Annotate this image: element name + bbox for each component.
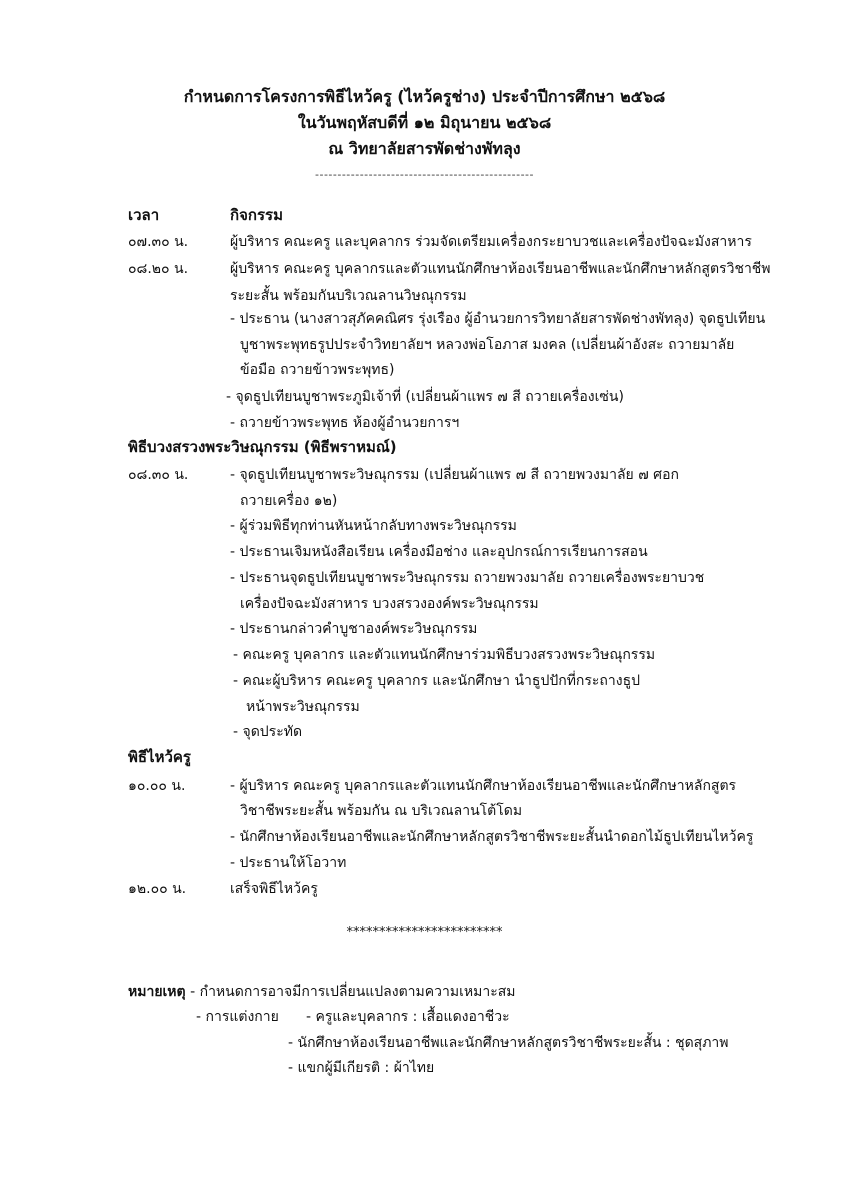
list-item: - จุดธูปเทียนบูชาพระภูมิเจ้าที่ (เปลี่ยนผ้าแพร ๗ สี ถวายเครื่องเซ่น) [226,389,624,405]
list-item: - ประธานกล่าวคำบูชาองค์พระวิษณุกรรม [230,621,478,637]
list-item: - ประธาน (นางสาวสุภัคคณิศร รุ่งเรือง ผู้อำนวยการวิทยาลัยสารพัดช่างพัทลุง) จุดธูปเทียน [230,311,766,327]
schedule-activity: ผู้บริหาร คณะครู และบุคลากร ร่วมจัดเตรียมเครื่องกระยาบวชและเครื่องปัจฉะมังสาหาร [230,234,752,250]
note-text: - กำหนดการอาจมีการเปลี่ยนแปลงตามความเหมาะสม [185,984,516,1000]
list-item-continued: ถวายเครื่อง ๑๒) [240,493,338,509]
list-item: - ผู้บริหาร คณะครู บุคลากรและตัวแทนนักศึกษาห้องเรียนอาชีพและนักศึกษาหลักสูตร [230,778,737,794]
note-text: - ครูและบุคลากร : เสื้อแดงอาชีวะ [306,1009,510,1025]
list-item: - คณะครู บุคลากร และตัวแทนนักศึกษาร่วมพิธีบวงสรวงพระวิษณุกรรม [233,647,656,663]
note-text: - การแต่งกาย [196,1009,279,1025]
schedule-activity-continued: ระยะสั้น พร้อมกันบริเวณลานวิษณุกรรม [230,288,467,304]
activity-column-header: กิจกรรม [230,206,283,224]
section-heading: พิธีบวงสรวงพระวิษณุกรรม (พิธีพราหมณ์) [128,438,397,456]
section-heading: พิธีไหว้ครู [128,748,191,766]
schedule-time: ๐๗.๓๐ น. [128,234,189,250]
list-item: - จุดธูปเทียนบูชาพระวิษณุกรรม (เปลี่ยนผ้าแพร ๗ สี ถวายพวงมาลัย ๗ ศอก [230,467,679,483]
list-item: - ประธานจุดธูปเทียนบูชาพระวิษณุกรรม ถวายพวงมาลัย ถวายเครื่องพระยาบวช [230,570,705,586]
notes-line [128,979,515,1005]
list-item: - คณะผู้บริหาร คณะครู บุคลากร และนักศึกษา นำธูปปักที่กระถางธูป [233,673,641,689]
list-item-continued: หน้าพระวิษณุกรรม [246,699,360,715]
note-text: - นักศึกษาห้องเรียนอาชีพและนักศึกษาหลักสูตรวิชาชีพระยะสั้น : ชุดสุภาพ [288,1035,729,1051]
time-column-header: เวลา [128,206,160,224]
notes-label: หมายเหตุ [128,984,186,1000]
document-title: กำหนดการโครงการพิธีไหว้ครู (ไหว้ครูช่าง) ประจำปีการศึกษา ๒๕๖๘ [183,87,666,106]
separator-line: ************************ [346,925,503,940]
schedule-activity: เสร็จพิธีไหว้ครู [230,881,318,897]
list-item: - ประธานเจิมหนังสือเรียน เครื่องมือช่าง และอุปกรณ์การเรียนการสอน [230,544,648,560]
list-item: - ประธานให้โอวาท [230,855,347,871]
list-item-continued: ข้อมือ ถวายข้าวพระพุทธ) [240,362,395,378]
schedule-time: ๐๘.๓๐ น. [128,467,189,483]
header-divider: ------------------------------------------------- [315,168,534,181]
note-text: - แขกผู้มีเกียรติ : ผ้าไทย [288,1060,435,1076]
list-item: - ผู้ร่วมพิธีทุกท่านหันหน้ากลับทางพระวิษณุกรรม [230,518,517,534]
event-date: ในวันพฤหัสบดีที่ ๑๒ มิถุนายน ๒๕๖๘ [297,113,552,132]
schedule-time: ๐๘.๒๐ น. [128,261,189,277]
event-venue: ณ วิทยาลัยสารพัดช่างพัทลุง [328,139,521,158]
schedule-activity: ผู้บริหาร คณะครู บุคลากรและตัวแทนนักศึกษาห้องเรียนอาชีพและนักศึกษาหลักสูตรวิชาชีพ [230,261,771,277]
document-header [0,84,849,162]
schedule-time: ๑๐.๐๐ น. [128,778,186,794]
list-item-continued: บูชาพระพุทธรูปประจำวิทยาลัยฯ หลวงพ่อโอภาส มงคล (เปลี่ยนผ้าอังสะ ถวายมาลัย [240,337,735,353]
list-item: - นักศึกษาห้องเรียนอาชีพและนักศึกษาหลักสูตรวิชาชีพระยะสั้นนำดอกไม้ธูปเทียนไหว้ครู [230,829,754,845]
list-item-continued: เครื่องปัจฉะมังสาหาร บวงสรวงองค์พระวิษณุกรรม [240,596,539,612]
list-item-continued: วิชาชีพระยะสั้น พร้อมกัน ณ บริเวณลานโต้โดม [240,803,523,819]
schedule-time: ๑๒.๐๐ น. [128,881,187,897]
list-item: - จุดประทัด [233,724,303,740]
list-item: - ถวายข้าวพระพุทธ ห้องผู้อำนวยการฯ [230,415,460,431]
